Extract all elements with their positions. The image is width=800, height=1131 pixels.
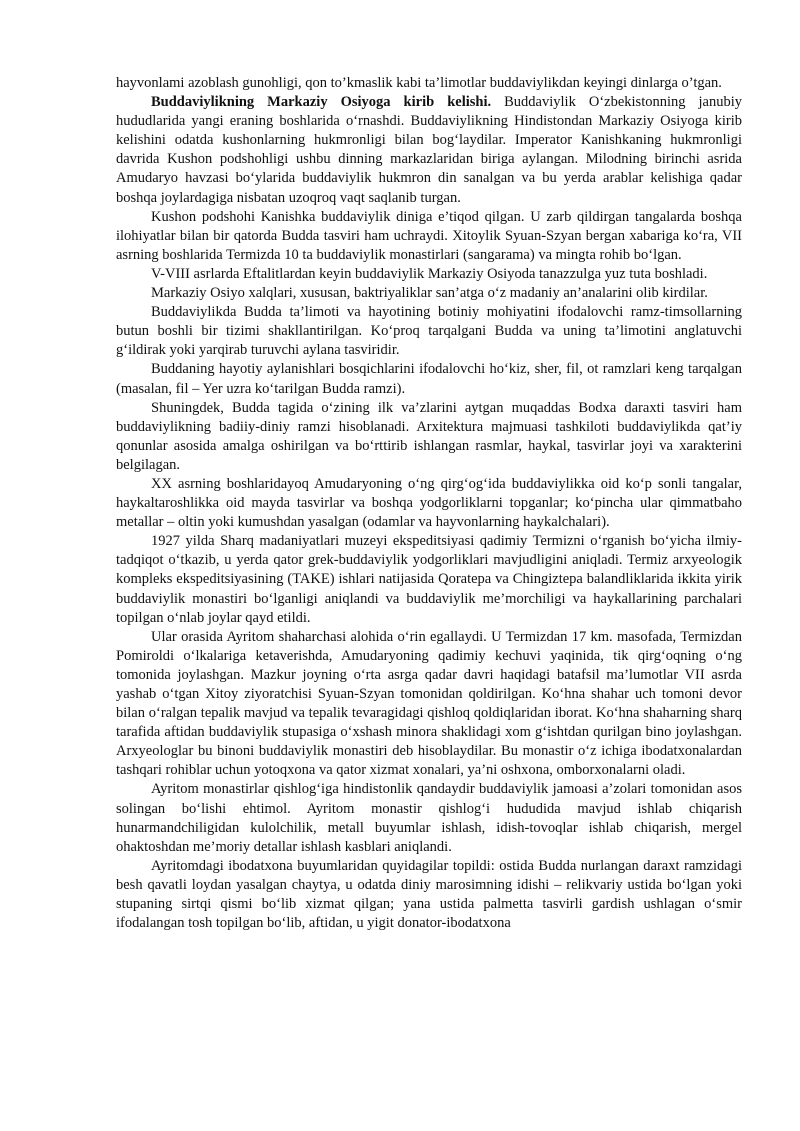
paragraph-text: Ayritom monastirlar qishlog‘iga hindistonlik qandaydir buddaviylik jamoasi a’zolari tomonidan asos solingan bo‘lishi ehtimol. Ayritom monastir qishlog‘i hududida mavjud ishlab chiqarish hunarmandchiligidan kulolchilik, metall buyumlar ishlash, idish-tovoqlar ishlab chiqarish, mergel ohaktoshdan me’moriy detallar ishlash kasblari aniqlandi. bbox=[116, 781, 742, 855]
paragraph-13 bbox=[116, 857, 742, 933]
paragraph-7 bbox=[116, 360, 742, 398]
paragraph-11 bbox=[116, 628, 742, 781]
paragraph-text: Buddaviylik O‘zbekistonning janubiy hududlarida yangi eraning boshlarida o‘rnashdi. Buddaviylikning Hindistondan Markaziy Osiyoga kirib kelishini odatda kushonlarning hukmronligi bilan bog‘laydilar. Imperator Kanishkaning hukmronligi davrida Kushon podshohligi ushbu dinning markazlaridan biriga aylangan. Milodning birinchi asrida Amudaryo havzasi bo‘ylarida buddaviylik hukmron din sanalgan va bu yerda arablar kelishiga qadar boshqa joylardagiga nisbatan uzoqroq vaqt saqlanib turgan. bbox=[116, 94, 743, 206]
section-heading: Buddaviylikning Markaziy Osiyoga kirib kelishi. bbox=[151, 94, 492, 111]
paragraph-9 bbox=[116, 475, 742, 532]
paragraph-text: Markaziy Osiyo xalqlari, xususan, baktriyaliklar san’atga o‘z madaniy an’analarini olib kirdilar. bbox=[151, 285, 708, 302]
paragraph-text: 1927 yilda Sharq madaniyatlari muzeyi ekspeditsiyasi qadimiy Termizni o‘rganish bo‘yicha ilmiy-tadqiqot o‘tkazib, u yerda qator grek-buddaviylik yodgorliklari mavjudligini aniqladi. Termiz arxyeologik kompleks ekspeditsiyasining (TAKE) ishlari natijasida Qoratepa va Chingiztepa balandliklarida ikkita yirik buddaviylik monastiri bo‘lganligi aniqlandi va buddaviylik me’morchiligi va haykallarining parchalari topilgan o‘nlab joylar qayd etildi. bbox=[116, 533, 742, 626]
paragraph-1 bbox=[116, 74, 742, 93]
paragraph-text: Kushon podshohi Kanishka buddaviylik diniga e’tiqod qilgan. U zarb qildirgan tangalarda boshqa ilohiyatlar bilan bir qatorda Budda tasviri ham uchraydi. Xitoylik Syuan-Szyan bergan xabariga ko‘ra, VII asrning boshlarida Termizda 10 ta buddaviylik monastirlari (sangarama) va mingta rohib bo‘lgan. bbox=[116, 208, 742, 263]
paragraph-text: Shuningdek, Budda tagida o‘zining ilk va’zlarini aytgan muqaddas Bodxa daraxti tasviri ham buddaviylikning badiiy-diniy ramzi hisoblanadi. Arxitektura majmuasi tashkiloti buddaviylikda qat’iy qonunlar asosida amalga oshirilgan va bo‘rttirib ishlangan rasmlar, haykal, tasvirlar joyi va xarakterini belgilagan. bbox=[116, 399, 742, 473]
paragraph-6 bbox=[116, 303, 742, 360]
paragraph-text: V-VIII asrlarda Eftalitlardan keyin buddaviylik Markaziy Osiyoda tanazzulga yuz tuta boshladi. bbox=[151, 265, 708, 282]
paragraph-4 bbox=[116, 265, 742, 284]
paragraph-10 bbox=[116, 532, 742, 627]
paragraph-text: Buddaviylikda Budda ta’limoti va hayotining botiniy mohiyatini ifodalovchi ramz-timsollarning butun boshli bir tizimi shakllantirilgan. Ko‘proq tarqalgani Budda va uning ta’limotini anglatuvchi g‘ildirak yoki yarqirab turuvchi aylana tasviridir. bbox=[116, 304, 742, 359]
paragraph-text: XX asrning boshlaridayoq Amudaryoning o‘ng qirg‘og‘ida buddaviylikka oid ko‘p sonli tangalar, haykaltaroshlikka oid mayda tasvirlar va boshqa yodgorliklarni topganlar; ko‘pincha ular qimmatbaho metallar – oltin yoki kumushdan yasalgan (odamlar va hayvonlarning haykalchalari). bbox=[116, 475, 742, 531]
paragraph-12 bbox=[116, 780, 742, 856]
paragraph-5 bbox=[116, 284, 742, 303]
paragraph-3 bbox=[116, 208, 742, 265]
paragraph-text: hayvonlami azoblash gunohligi, qon to’kmaslik kabi ta’limotlar buddaviylikdan keyingi dinlarga o’tgan. bbox=[116, 75, 722, 91]
paragraph-8 bbox=[116, 399, 742, 475]
paragraph-text: Ayritomdagi ibodatxona buyumlaridan quyidagilar topildi: ostida Budda nurlangan daraxt ramzidagi besh qavatli loydan yasalgan chaytya, u odatda diniy marosimning idishi – relikvariy ustida bo‘lgan yoki stupaning sirtqi qismi bo‘lib xizmat qilgan; yana ustida palmetta tasvirli gardish ushlagan o‘smir ifodalangan tosh topilgan bo‘lib, aftidan, u yigit donator-ibodatxona bbox=[116, 857, 742, 932]
document-page bbox=[116, 74, 742, 933]
paragraph-text: Ular orasida Ayritom shaharchasi alohida o‘rin egallaydi. U Termizdan 17 km. masofada, Termizdan Pomiroldi o‘lkalariga ketaverishda, Amudaryoning qadimiy kechuvi yaqinida, tik qirg‘oqning o‘ng tomonida joylashgan. Mazkur joyning o‘rta asrga qadar davri haqidagi batafsil ma’lumotlar VII asrda yashab o‘tgan Xitoy ziyoratchisi Syuan-Szyan tomonidan qoldirilgan. Ko‘hna shahar uch tomoni devor bilan o‘ralgan tepalik mavjud va tepalik tevaragidagi qishloq qoldiqlaridan iborat. Ko‘hna shaharning sharq tarafida aftidan buddaviylik stupasiga o‘xshash minora shaklidagi xom g‘ishtdan qurilgan bino joylashgan. Arxyeologlar bu binoni buddaviylik monastiri deb hisoblaydilar. Bu monastir o‘z ichiga ibodatxonalardan tashqari rohiblar uchun yotoqxona va qator xizmat xonalari, ya’ni oshxona, omborxonalarni oladi. bbox=[116, 628, 742, 779]
paragraph-2 bbox=[116, 93, 742, 208]
paragraph-text: Buddaning hayotiy aylanishlari bosqichlarini ifodalovchi ho‘kiz, sher, fil, ot ramzlari keng tarqalgan (masalan, fil – Yer uzra ko‘tarilgan Budda ramzi). bbox=[116, 361, 742, 397]
